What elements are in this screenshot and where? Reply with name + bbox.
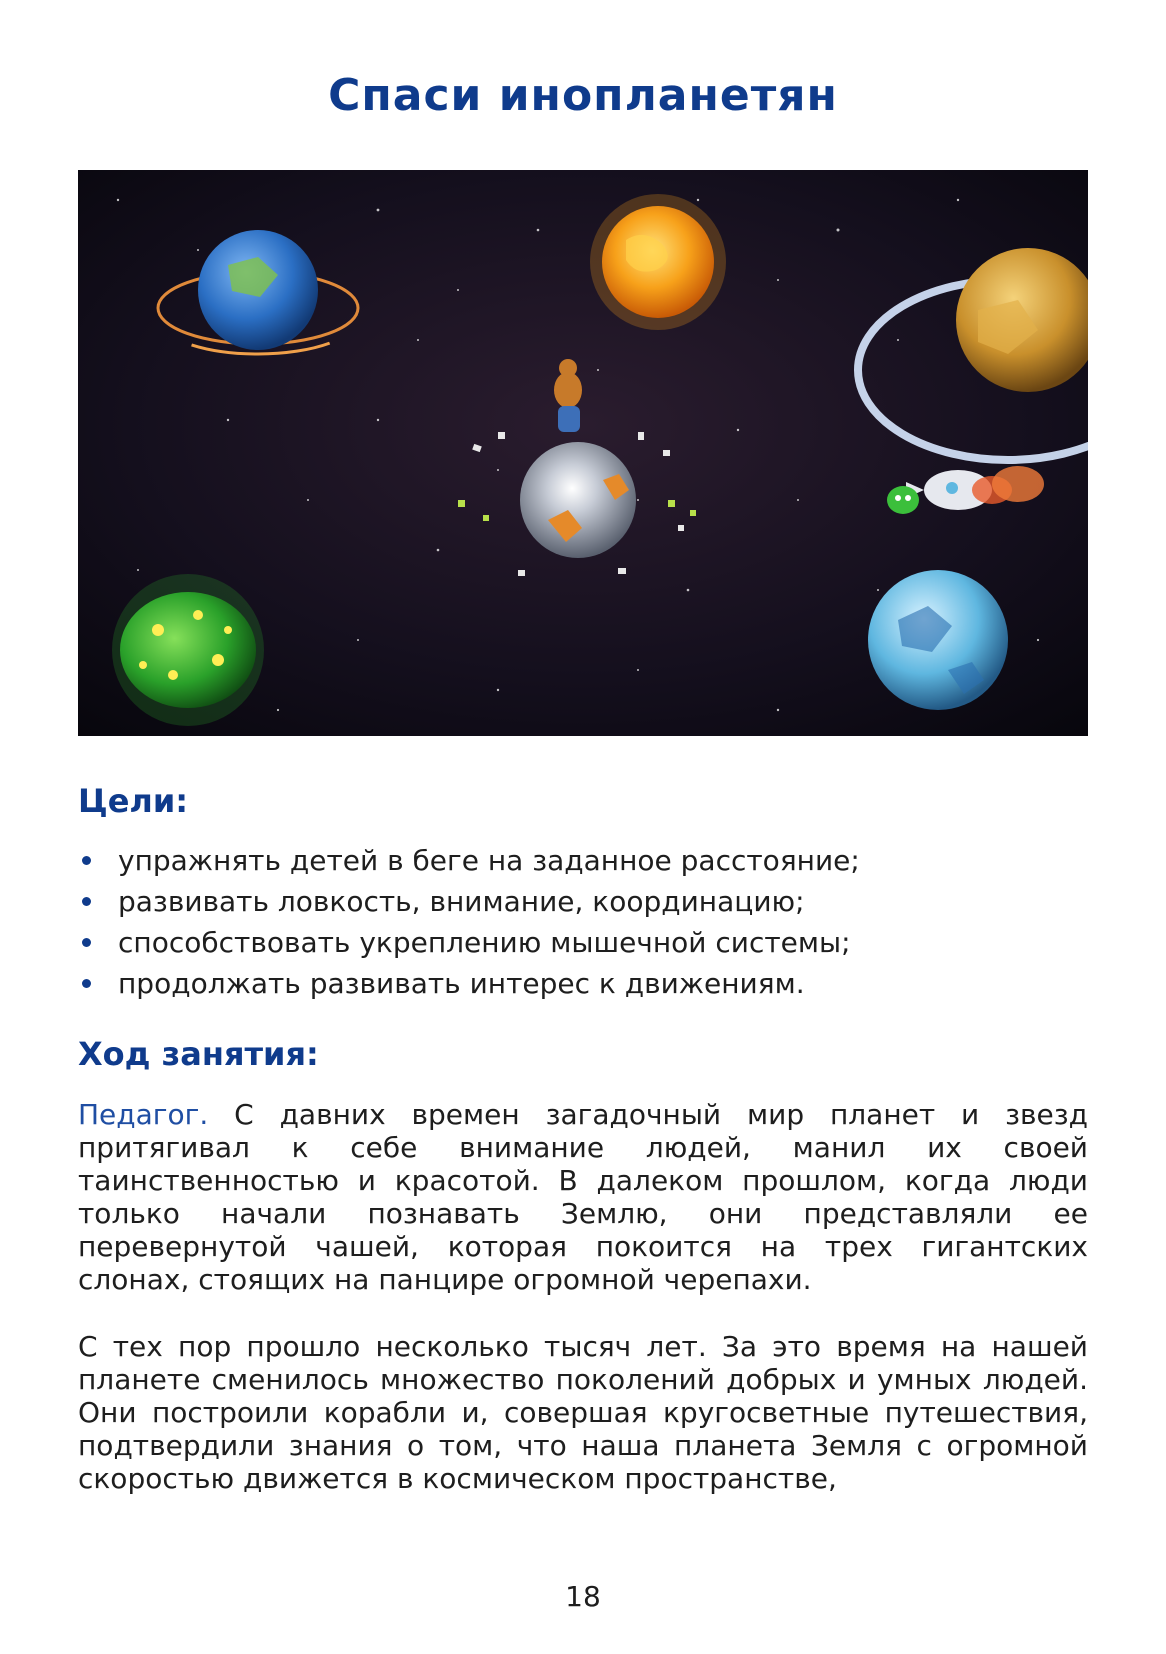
list-item <box>78 840 1088 881</box>
goal-text: упражнять детей в беге на заданное расстояние; <box>118 844 860 877</box>
goals-list <box>78 840 1088 1004</box>
page-title: Спаси инопланетян <box>328 70 838 121</box>
bullet-icon <box>82 938 91 947</box>
speaker-label: Педагог. <box>78 1098 209 1131</box>
list-item <box>78 963 1088 1004</box>
paragraph-text: С давних времен загадочный мир планет и звезд притягивал к себе внимание людей, манил их своей таинственностью и красотой. В далеком прошлом, когда люди только начали познавать Землю, они представляли ее перевернутой чашей, которая покоится на трех гигантских слонах, стоящих на панцире огромной черепахи. <box>78 1098 1088 1296</box>
goal-text: способствовать укреплению мышечной системы; <box>118 926 851 959</box>
lesson-paragraph-1 <box>78 1098 1088 1296</box>
list-item <box>78 881 1088 922</box>
goal-text: развивать ловкость, внимание, координацию; <box>118 885 805 918</box>
bullet-icon <box>82 897 91 906</box>
page-number: 18 <box>565 1580 601 1613</box>
goals-heading: Цели: <box>78 782 189 820</box>
bullet-icon <box>82 979 91 988</box>
lesson-heading: Ход занятия: <box>78 1035 319 1073</box>
space-illustration <box>78 170 1088 736</box>
lesson-paragraph-2: С тех пор прошло несколько тысяч лет. За это время на нашей планете сменилось множество поколений добрых и умных людей. Они построили корабли и, совершая кругосветные путешествия, подтвердили знания о том, что наша планета Земля с огромной скоростью движется в космическом пространстве, <box>78 1330 1088 1495</box>
list-item <box>78 922 1088 963</box>
bullet-icon <box>82 856 91 865</box>
goal-text: продолжать развивать интерес к движениям. <box>118 967 805 1000</box>
